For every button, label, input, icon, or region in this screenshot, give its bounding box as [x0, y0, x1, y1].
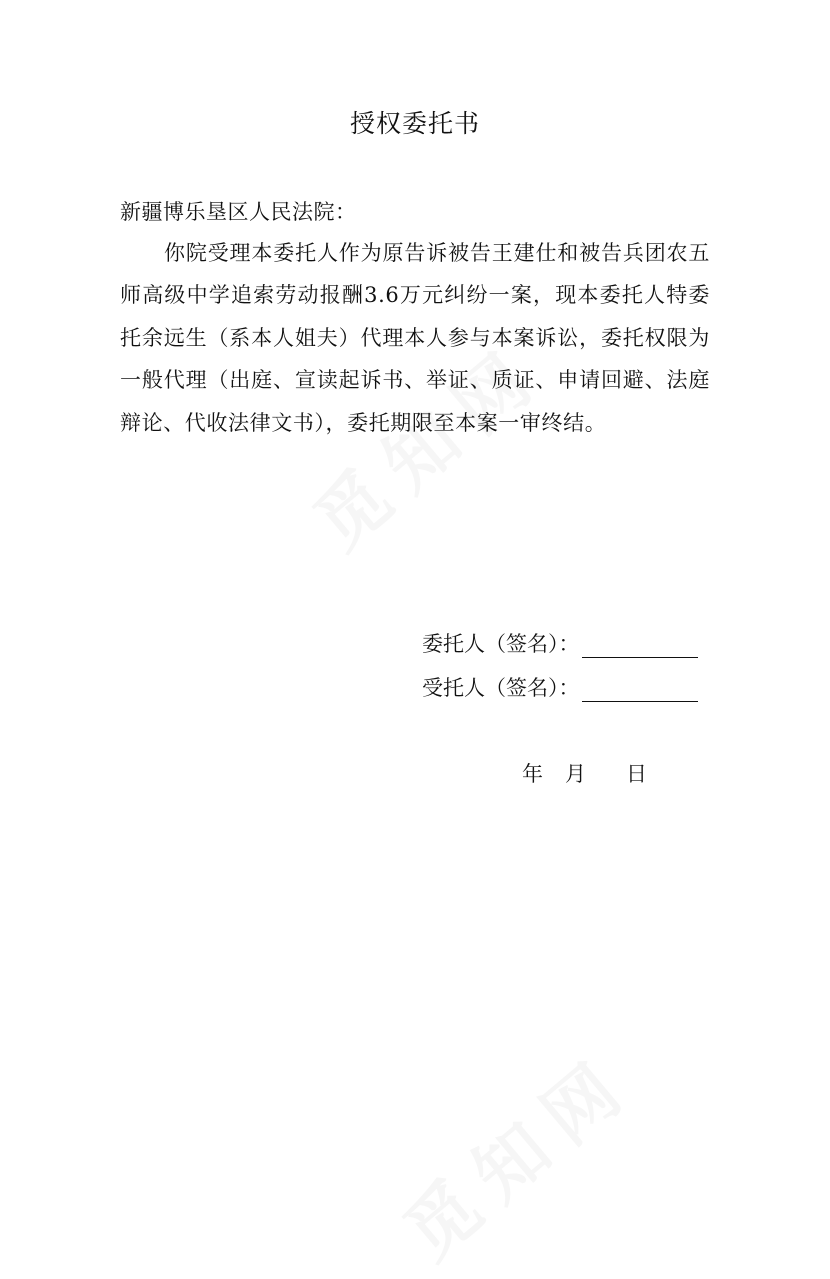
principal-signature-line [582, 633, 698, 658]
date-day: 日 [626, 762, 647, 786]
addressee: 新疆博乐垦区人民法院： [120, 200, 357, 224]
document-title: 授权委托书 [349, 109, 480, 138]
agent-signature-row [422, 672, 698, 702]
principal-signature-row [422, 628, 698, 658]
body-paragraph: 你院受理本委托人作为原告诉被告王建仕和被告兵团农五师高级中学追索劳动报酬3.6万元纠纷一案，现本委托人特委托余远生（系本人姐夫）代理本人参与本案诉讼，委托权限为一般代理（出庭、宣读起诉书、举证、质证、申请回避、法庭辩论、代收法律文书），委托期限至本案一审终结。 [120, 241, 710, 435]
date-line [522, 758, 647, 788]
principal-label: 委托人（签名）： [422, 632, 580, 656]
agent-label: 受托人（签名）： [422, 676, 580, 700]
watermark [378, 1025, 652, 1278]
date-year: 年 [522, 762, 543, 786]
agent-signature-line [582, 677, 698, 702]
date-month: 月 [565, 762, 586, 786]
